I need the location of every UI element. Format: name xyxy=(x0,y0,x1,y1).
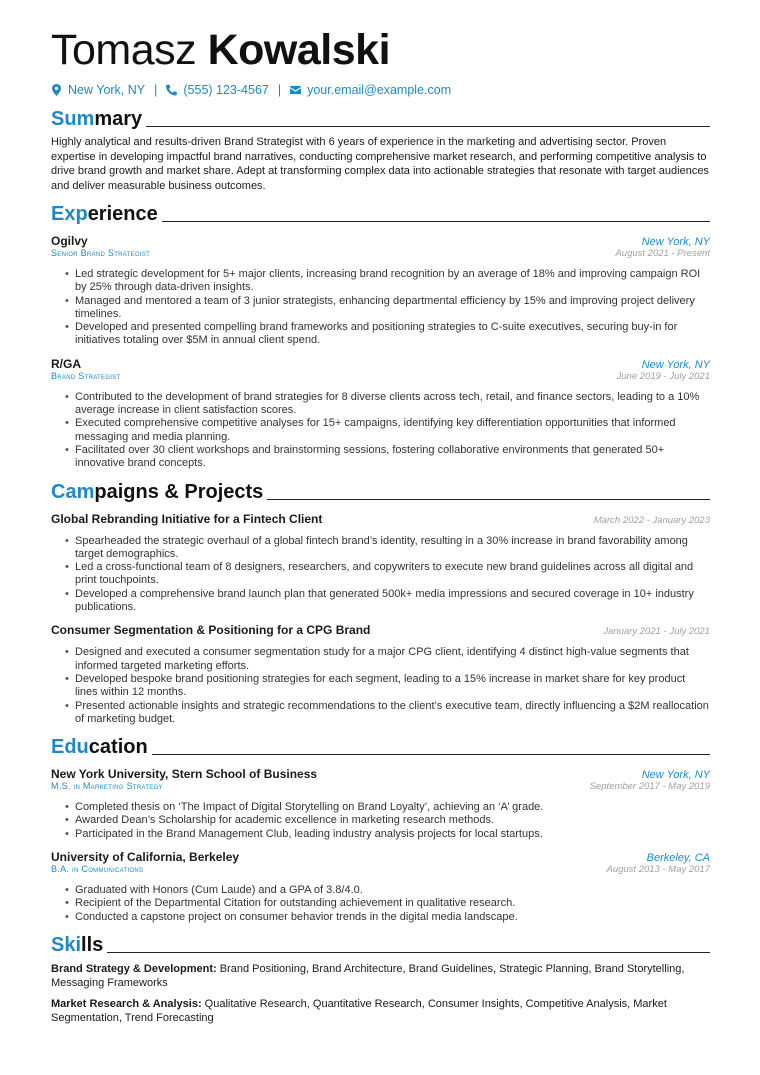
section-title: Experience xyxy=(51,203,158,225)
bullet-item: • Developed bespoke brand positioning strategies for each segment, leading to a 15% increase in market share for key product lines within 12 months. xyxy=(65,673,710,700)
email-text: your.email@example.com xyxy=(307,83,452,97)
bullet-item: • Led strategic development for 5+ major clients, increasing brand recognition by an average of 18% and improving campaign ROI by 25% through data-driven insights. xyxy=(65,268,710,295)
bullet-item: • Developed a comprehensive brand launch plan that generated 500k+ media impressions and secured coverage in 10+ industry publications. xyxy=(65,588,710,615)
contact-location xyxy=(51,83,145,97)
last-name: Kowalski xyxy=(207,26,391,74)
section-title: Education xyxy=(51,736,148,759)
section-rule xyxy=(267,499,710,500)
section-rule xyxy=(146,126,710,127)
entry-location: Berkeley, CA xyxy=(646,852,710,865)
experience-entry xyxy=(51,357,710,471)
job-title: Brand Strategist xyxy=(51,370,121,381)
contact-separator: | xyxy=(154,83,158,97)
contact-bar xyxy=(51,82,710,98)
bullet-item: • Completed thesis on ‘The Impact of Digital Storytelling on Brand Loyalty’, achieving an ‘A’ grade. xyxy=(65,801,710,814)
summary-heading xyxy=(51,106,710,130)
project-title: Global Rebranding Initiative for a Fintech Client xyxy=(51,511,323,526)
entry-date: March 2022 - January 2023 xyxy=(593,514,710,526)
bullet-item: • Designed and executed a consumer segmentation study for a major CPG client, identifying 4 distinct high-value segments that informed targeted marketing efforts. xyxy=(65,646,710,673)
entry-location: New York, NY xyxy=(641,358,710,371)
bullet-item: • Developed and presented compelling brand frameworks and positioning strategies to C-suite executives, securing buy-in for initiatives totaling over $5M in annual client spend. xyxy=(65,321,710,348)
summary-text: Highly analytical and results-driven Brand Strategist with 6 years of experience in the marketing and advertising sector. Proven expertise in developing impactful brand narratives, conducting comprehensive market research, and performing competitive analysis to drive brand growth and market share. Adept at transforming complex data into actionable strategies that resonate with target audiences and deliver measurable business outcomes. xyxy=(51,136,709,192)
entry-date: January 2021 - July 2021 xyxy=(603,626,710,638)
company-name: R/GA xyxy=(51,356,81,371)
project-entry xyxy=(51,512,710,615)
envelope-icon xyxy=(290,84,301,96)
entry-date: September 2017 - May 2019 xyxy=(589,781,710,793)
bullet-list xyxy=(65,268,710,348)
section-rule xyxy=(152,754,710,755)
skill-list: Qualitative Research, Quantitative Research, Consumer Insights, Competitive Analysis, Market Segmentation, Trend Forecasting xyxy=(51,997,667,1025)
section-rule xyxy=(162,221,710,222)
entry-location: New York, NY xyxy=(641,769,710,782)
first-name: Tomasz xyxy=(51,26,197,74)
section-title: Skills xyxy=(51,933,104,956)
bullet-item: • Participated in the Brand Management Club, leading industry analysis projects for local startups. xyxy=(65,828,710,841)
section-rule xyxy=(107,952,710,953)
bullet-item: • Facilitated over 30 client workshops and brainstorming sessions, fostering collaborative environments that generated 50+ innovative brand concepts. xyxy=(65,444,710,471)
bullet-list xyxy=(65,535,710,615)
entry-date: August 2021 - Present xyxy=(615,248,710,259)
section-title: Campaigns & Projects xyxy=(51,480,264,503)
resume-page xyxy=(51,22,710,1026)
bullet-list xyxy=(65,884,710,924)
bullet-item: • Spearheaded the strategic overhaul of a global fintech brand’s identity, resulting in a 30% increase in brand favorability among target demographics. xyxy=(65,535,710,562)
map-pin-icon xyxy=(51,84,62,96)
education-entry xyxy=(51,850,710,924)
bullet-item: • Led a cross-functional team of 8 designers, researchers, and copywriters to execute new brand guidelines across all digital and print touchpoints. xyxy=(65,561,710,588)
bullet-item: • Executed comprehensive competitive analyses for 15+ campaigns, identifying key differentiation opportunities that informed messaging and media planning. xyxy=(65,417,710,444)
skill-list: Brand Positioning, Brand Architecture, Brand Guidelines, Strategic Planning, Brand Storytelling, Messaging Frameworks xyxy=(51,962,685,990)
project-entry xyxy=(51,623,710,726)
bullet-item: • Graduated with Honors (Cum Laude) and a GPA of 3.8/4.0. xyxy=(65,884,710,897)
phone-icon xyxy=(166,84,177,96)
education-heading xyxy=(51,734,710,758)
skill-group xyxy=(51,997,710,1026)
section-title: Summary xyxy=(51,108,143,130)
degree: B.A. in Communications xyxy=(51,864,144,875)
bullet-list xyxy=(65,801,710,841)
candidate-name xyxy=(51,22,710,78)
contact-separator: | xyxy=(277,83,282,97)
entry-date: August 2013 - May 2017 xyxy=(606,864,710,876)
company-name: Ogilvy xyxy=(51,234,88,248)
experience-heading xyxy=(51,201,710,225)
skill-group xyxy=(51,962,710,991)
school-name: New York University, Stern School of Business xyxy=(51,767,318,782)
skills-heading xyxy=(51,932,710,956)
entry-date: June 2019 - July 2021 xyxy=(616,370,710,382)
job-title: Senior Brand Strategist xyxy=(51,248,151,258)
contact-phone[interactable] xyxy=(166,83,268,97)
degree: M.S. in Marketing Strategy xyxy=(51,781,163,792)
location-text: New York, NY xyxy=(68,83,146,97)
school-name: University of California, Berkeley xyxy=(51,850,240,865)
skill-category: Market Research & Analysis: xyxy=(51,997,202,1010)
bullet-item: • Conducted a capstone project on consumer behavior trends in the digital media landscape. xyxy=(65,911,710,924)
experience-entry xyxy=(51,234,710,348)
bullet-item: • Contributed to the development of brand strategies for 8 diverse clients across tech, retail, and finance sectors, leading to a 10% average increase in client satisfaction scores. xyxy=(65,391,710,418)
bullet-item: • Managed and mentored a team of 3 junior strategists, enhancing departmental efficiency by 15% and improving project delivery timelines. xyxy=(65,295,710,322)
projects-heading xyxy=(51,479,710,503)
contact-email[interactable] xyxy=(290,83,451,97)
entry-location: New York, NY xyxy=(641,236,710,248)
skill-category: Brand Strategy & Development: xyxy=(51,962,217,975)
bullet-list xyxy=(65,646,710,726)
bullet-item: • Presented actionable insights and strategic recommendations to the client’s executive team, directly influencing a $2M reallocation of marketing budget. xyxy=(65,700,710,727)
phone-text: (555) 123-4567 xyxy=(183,83,269,97)
bullet-list xyxy=(65,391,710,471)
bullet-item: • Awarded Dean’s Scholarship for academic excellence in marketing research methods. xyxy=(65,814,710,827)
bullet-item: • Recipient of the Departmental Citation for outstanding achievement in qualitative research. xyxy=(65,897,710,910)
project-title: Consumer Segmentation & Positioning for a CPG Brand xyxy=(51,623,371,638)
education-entry xyxy=(51,767,710,841)
